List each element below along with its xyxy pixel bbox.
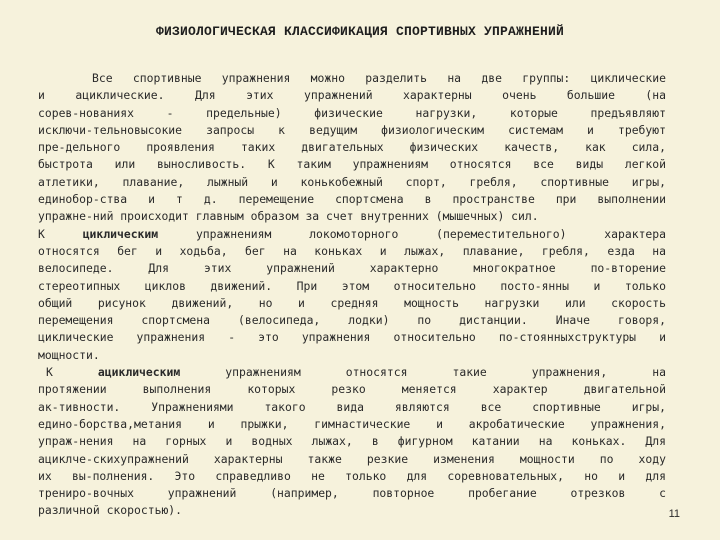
paragraph-1-line: атлетики, плавание, лыжный и конькобежный спорт, гребля, спортивные игры, [38, 174, 666, 189]
keyword-acyclic: ациклическим [97, 365, 181, 380]
paragraph-2-prefix: К [38, 226, 83, 241]
paragraph-1-line: исключи-тельновысокие запросы к ведущим физиологическим системам и требуют [38, 122, 666, 137]
paragraph-3-line: различной скоростью). [38, 503, 183, 518]
paragraph-3-prefix: К [46, 365, 98, 380]
paragraph-2-line: стереотипных циклов движений. При этом относительно посто-янны и только [38, 278, 666, 293]
paragraph-1-line: упражне-ний происходит главным образом за счет внутренних (мышечных) сил. [38, 209, 539, 224]
paragraph-1-line: сорев-нованиях - предельные) физические нагрузки, которые предъявляют [38, 105, 666, 120]
text-body [38, 70, 666, 520]
paragraph-3-line: трениро-вочных упражнений (например, повторное пробегание отрезков с [38, 486, 666, 501]
paragraph-2-line: относятся бег и ходьба, бег на коньках и лыжах, плавание, гребля, езда на [38, 243, 666, 258]
paragraph-3-suffix: упражнениям относятся такие упражнения, на [180, 365, 666, 380]
paragraph-1-line: быстрота или выносливость. К таким упражнениям относятся все виды легкой [38, 157, 666, 172]
paragraph-3-line: протяжении выполнения которых резко меняется характер двигательной [38, 382, 666, 397]
paragraph-1-line: пре-дельного проявления таких двигательных физических качеств, как сила, [38, 140, 666, 155]
paragraph-3-lead [38, 364, 666, 381]
paragraph-2-lead [38, 226, 666, 243]
page-number: 11 [668, 508, 680, 520]
paragraph-1-line: и ациклические. Для этих упражнений характерны очень большие (на [38, 88, 666, 103]
paragraph-3-line: едино-борства,метания и прыжки, гимнастические и акробатические упражнения, [38, 416, 666, 431]
paragraph-2-suffix: упражнениям локомоторного (переместительного) характера [158, 226, 666, 241]
paragraph-3-line: их вы-полнения. Это справедливо не только для соревновательных, но и для [38, 468, 666, 483]
paragraph-2-line: перемещения спортсмена (велосипеда, лодки) по дистанции. Иначе говоря, [38, 313, 666, 328]
keyword-cyclic: циклическим [82, 226, 159, 241]
paragraph-3-line: ациклче-скихупражнений характерны также резкие изменения мощности по ходу [38, 451, 666, 466]
paragraph-2-line: циклические упражнения - это упражнения относительно по-стоянныхструктуры и [38, 330, 666, 345]
paragraph-2-line: мощности. [38, 347, 100, 362]
paragraph-2-line: велосипеде. Для этих упражнений характерно многократное по-вторение [38, 261, 666, 276]
paragraph-3-line: ак-тивности. Упражнениями такого вида являются все спортивные игры, [38, 399, 666, 414]
paragraph-1-line: Все спортивные упражнения можно разделить на две группы: циклические [92, 71, 666, 85]
page-title: ФИЗИОЛОГИЧЕСКАЯ КЛАССИФИКАЦИЯ СПОРТИВНЫХ УПРАЖНЕНИЙ [155, 24, 565, 39]
paragraph-1-line: единобор-ства и т д. перемещение спортсмена в пространстве при выполнении [38, 192, 666, 207]
paragraph-2-line: общий рисунок движений, но и средняя мощность нагрузки или скорость [38, 295, 666, 310]
paragraph-3-line: упраж-нения на горных и водных лыжах, в фигурном катании на коньках. Для [38, 434, 666, 449]
